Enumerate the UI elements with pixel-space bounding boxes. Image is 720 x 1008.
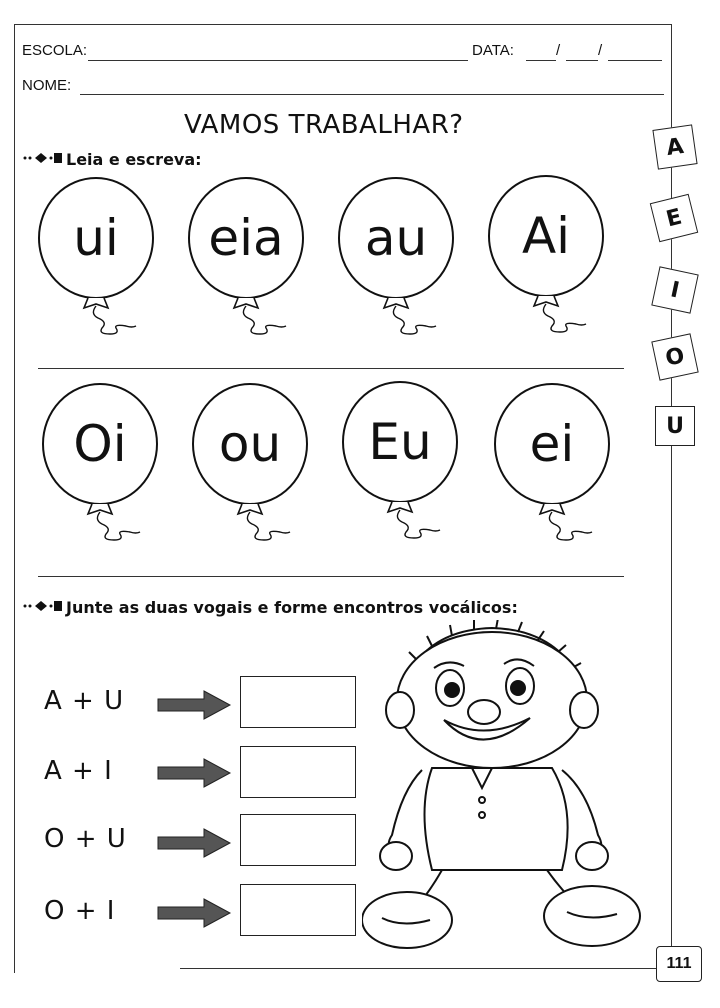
balloon-row1-2 <box>336 176 456 336</box>
balloon-word: au <box>364 209 428 267</box>
write-line-row1[interactable] <box>38 368 624 369</box>
exercise-sum-2: A + I <box>44 756 113 786</box>
answer-box-4[interactable] <box>240 884 356 936</box>
page-number: 111 <box>656 946 702 982</box>
footer-line <box>180 968 656 969</box>
arrow-right-icon <box>156 898 232 928</box>
balloon-word: ui <box>73 209 119 267</box>
exercise-sum-4: O + I <box>44 896 116 926</box>
name-label: NOME: <box>22 77 72 94</box>
date-month-field[interactable] <box>566 60 598 61</box>
date-label: DATA: <box>472 42 514 59</box>
vowel-card-i: I <box>651 266 698 313</box>
vowel-card-a: A <box>652 124 697 169</box>
bullet-icon <box>22 598 62 617</box>
vowel-card-u: U <box>655 406 695 446</box>
date-year-field[interactable] <box>608 60 662 61</box>
exercise-sum-3: O + U <box>44 824 127 854</box>
name-field[interactable] <box>80 94 664 95</box>
balloon-row1-0 <box>36 176 156 336</box>
date-separator: / <box>556 42 561 59</box>
balloon-row2-1 <box>190 382 310 542</box>
balloon-word: Ai <box>521 207 571 265</box>
vowel-card-e: E <box>650 194 698 242</box>
school-label: ESCOLA: <box>22 42 88 59</box>
balloon-word: Eu <box>368 413 432 471</box>
balloon-word: eia <box>208 209 284 267</box>
school-field[interactable] <box>88 60 468 61</box>
balloon-word: ei <box>529 415 575 473</box>
answer-box-1[interactable] <box>240 676 356 728</box>
instruction-join-vowels <box>22 598 518 617</box>
vowel-card-o: O <box>651 333 698 380</box>
arrow-right-icon <box>156 758 232 788</box>
balloon-word: ou <box>218 415 282 473</box>
page-title: VAMOS TRABALHAR? <box>184 110 464 140</box>
instruction-read-write <box>22 150 202 169</box>
balloon-row2-3 <box>492 382 612 542</box>
date-day-field[interactable] <box>526 60 556 61</box>
balloon-row1-1 <box>186 176 306 336</box>
arrow-right-icon <box>156 690 232 720</box>
balloon-word: Oi <box>73 415 127 473</box>
instruction-text: Junte as duas vogais e forme encontros vocálicos: <box>66 598 518 617</box>
boy-illustration <box>362 620 652 950</box>
exercise-sum-1: A + U <box>44 686 125 716</box>
balloon-row2-2 <box>340 380 460 540</box>
arrow-right-icon <box>156 828 232 858</box>
date-separator: / <box>598 42 603 59</box>
bullet-icon <box>22 150 62 169</box>
balloon-row2-0 <box>40 382 160 542</box>
write-line-row2[interactable] <box>38 576 624 577</box>
instruction-text: Leia e escreva: <box>66 150 202 169</box>
answer-box-3[interactable] <box>240 814 356 866</box>
balloon-row1-3 <box>486 174 606 334</box>
answer-box-2[interactable] <box>240 746 356 798</box>
